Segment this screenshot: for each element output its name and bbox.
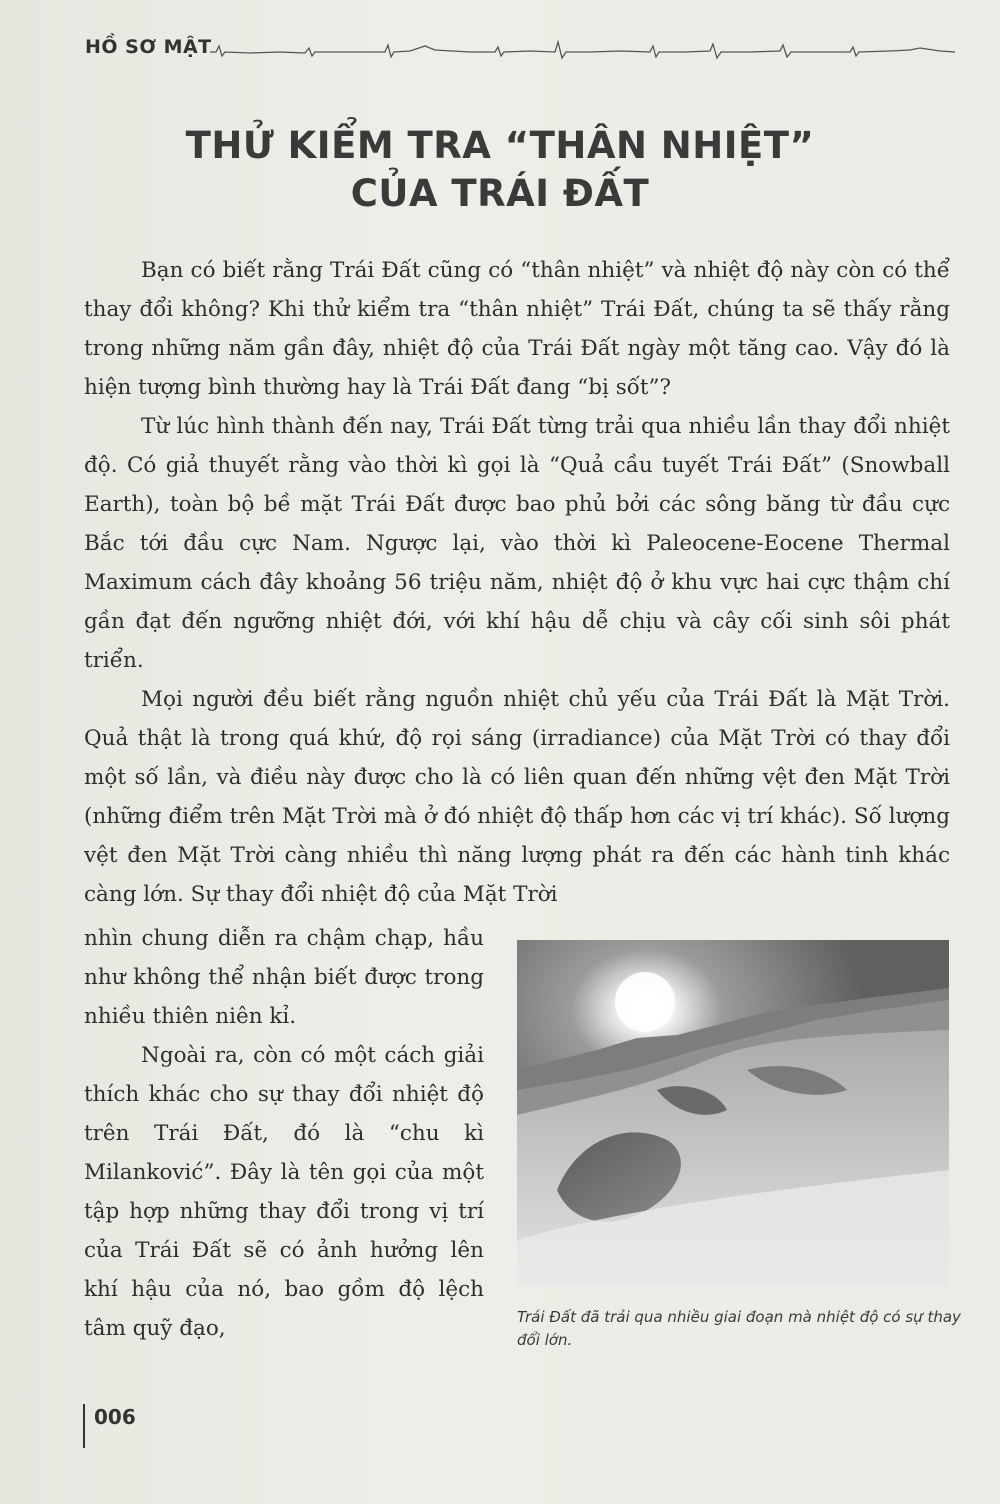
photo-caption: Trái Đất đã trải qua nhiều giai đoạn mà nhiệt độ có sự thay đổi lớn. — [517, 1308, 961, 1349]
body-text-full-width — [84, 251, 950, 914]
paragraph-3-continued: nhìn chung diễn ra chậm chạp, hầu như không thể nhận biết được trong nhiều thiên niên kỉ. — [84, 926, 484, 1029]
section-label: HỒ SƠ MẬT — [85, 36, 212, 58]
page-number-divider — [83, 1404, 85, 1448]
page-number: 006 — [94, 1405, 136, 1429]
snow-landscape-illustration — [517, 940, 949, 1286]
paragraph-2: Từ lúc hình thành đến nay, Trái Đất từng trải qua nhiều lần thay đổi nhiệt độ. Có giả thuyết rằng vào thời kì gọi là “Quả cầu tuyết Trái Đất” (Snowball Earth), toàn bộ bề mặt Trái Đất được bao phủ bởi các sông băng từ đầu cực Bắc tới đầu cực Nam. Ngược lại, vào thời kì Paleocene-Eocene Thermal Maximum cách đây khoảng 56 triệu năm, nhiệt độ ở khu vực hai cực thậm chí gần đạt đến ngưỡng nhiệt đới, với khí hậu dễ chịu và cây cối sinh sôi phát triển. — [84, 414, 950, 673]
paragraph-4: Ngoài ra, còn có một cách giải thích khác cho sự thay đổi nhiệt độ trên Trái Đất, đó là “chu kì Milanković”. Đây là tên gọi của một tập hợp những thay đổi trong vị trí của Trái Đất sẽ có ảnh hưởng lên khí hậu của nó, bao gồm độ lệch tâm quỹ đạo, — [84, 1043, 484, 1341]
page-title — [0, 122, 1000, 218]
title-line-2: CỦA TRÁI ĐẤT — [350, 172, 650, 215]
paragraph-1: Bạn có biết rằng Trái Đất cũng có “thân nhiệt” và nhiệt độ này còn có thể thay đổi không? Khi thử kiểm tra “thân nhiệt” Trái Đất, chúng ta sẽ thấy rằng trong những năm gần đây, nhiệt độ của Trái Đất ngày một tăng cao. Vậy đó là hiện tượng bình thường hay là Trái Đất đang “bị sốt”? — [84, 258, 950, 400]
snow-landscape-photo — [517, 940, 949, 1286]
body-text-wrapped-column — [84, 919, 484, 1348]
paragraph-3-top: Mọi người đều biết rằng nguồn nhiệt chủ yếu của Trái Đất là Mặt Trời. Quả thật là trong quá khứ, độ rọi sáng (irradiance) của Mặt Trời có thay đổi một số lần, và điều này được cho là có liên quan đến những vệt đen Mặt Trời (những điểm trên Mặt Trời mà ở đó nhiệt độ thấp hơn các vị trí khác). Số lượng vệt đen Mặt Trời càng nhiều thì năng lượng phát ra đến các hành tinh khác càng lớn. Sự thay đổi nhiệt độ của Mặt Trời — [84, 687, 950, 907]
title-line-1: THỬ KIỂM TRA “THÂN NHIỆT” — [185, 124, 815, 167]
heartbeat-line-decoration — [210, 34, 955, 64]
